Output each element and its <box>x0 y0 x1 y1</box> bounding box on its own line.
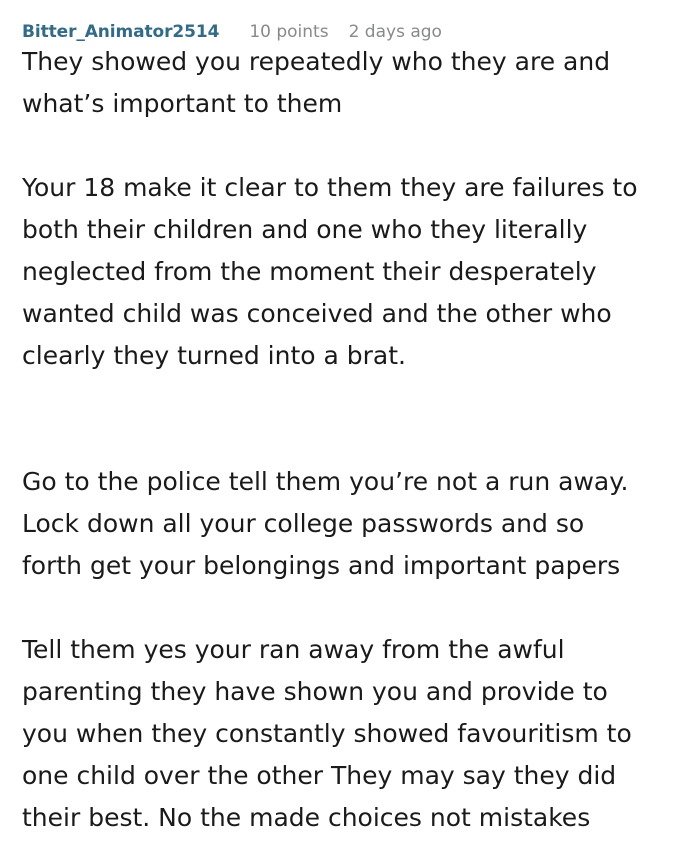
points-count: 10 points <box>249 22 329 42</box>
timestamp: 2 days ago <box>348 22 442 42</box>
author-link[interactable]: Bitter_Animator2514 <box>22 22 220 42</box>
comment-paragraph-2: Your 18 make it clear to them they are failures to both their children and one who they literally neglected from the moment their desperately wanted child was conceived and the other who clearly they turned into a brat. <box>22 173 638 370</box>
comment-paragraph-1: They showed you repeatedly who they are and what’s important to them <box>22 47 611 118</box>
comment-meta <box>22 0 678 47</box>
comment-body <box>22 41 678 839</box>
comment-paragraph-4: Tell them yes your ran away from the awful parenting they have shown you and provide to you when they constantly showed favouritism to one child over the other They may say they did their best. No the made choices not mistakes <box>22 635 632 832</box>
comment-paragraph-3: Go to the police tell them you’re not a run away. Lock down all your college passwords and so forth get your belongings and important papers <box>22 467 629 580</box>
